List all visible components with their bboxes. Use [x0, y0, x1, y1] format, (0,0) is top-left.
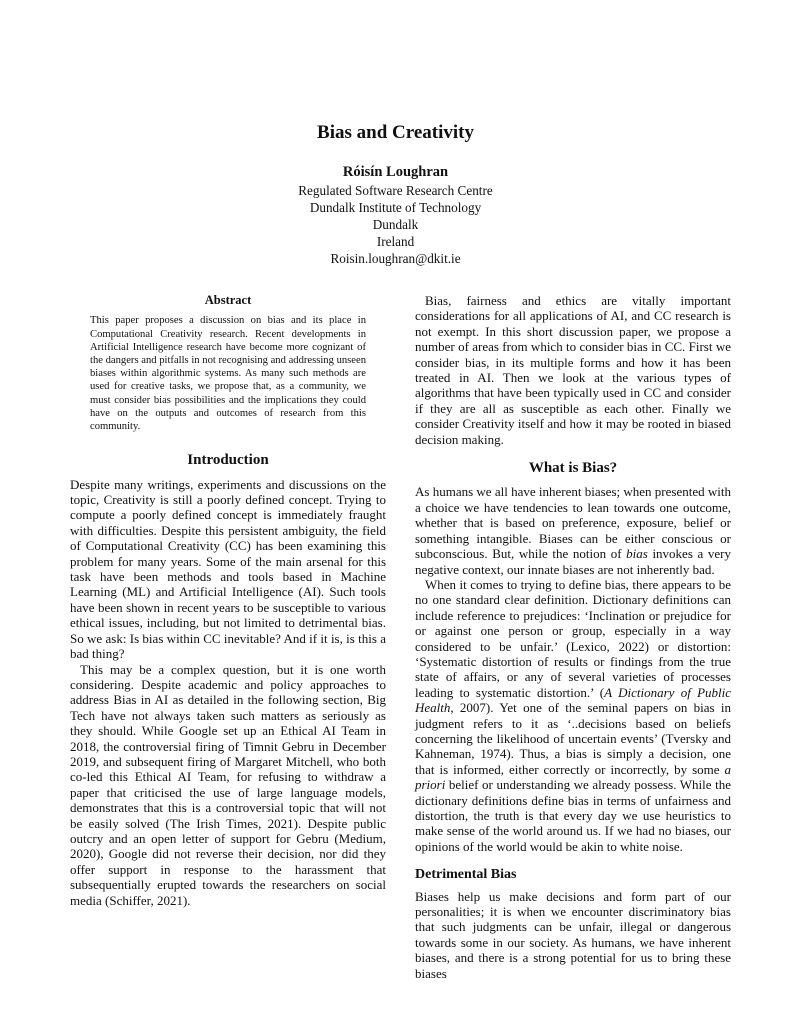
paragraph: This may be a complex question, but it is one worth considering. Despite academic and policy approaches to address Bias in AI as detailed in the following section, Big Tech have not always taken such matters as seriously as they should. While Google set up an Ethical AI Team in 2018, the controversial firing of Timnit Gebru in December 2019, and subsequent firing of Margaret Mitchell, who both co-led this Ethical AI Team, for refusing to withdraw a paper that criticised the use of large language models, demonstrates that this is a controversial topic that will not be easily solved (The Irish Times, 2021). Despite public outcry and an open letter of support for Gebru (Medium, 2020), Google did not reverse their decision, nor did they offer support in response to the harassment that subsequentially erupted towards the researchers on social media (Schiffer, 2021). — [70, 661, 386, 908]
introduction-heading: Introduction — [187, 452, 269, 469]
author-block — [0, 164, 791, 267]
paper-title: Bias and Creativity — [317, 122, 474, 143]
affiliation-line: Regulated Software Research Centre — [298, 183, 493, 198]
paragraph: Despite many writings, experiments and discussions on the topic, Creativity is still a poorly defined concept. Trying to compute a poorly defined concept is immediately fraught with difficulties. Despite this persistent ambiguity, the field of Computational Creativity (CC) has been examining this problem for many years. Some of the main arsenal for this task have been methods and tools based in Machine Learning (ML) and Artificial Intelligence (AI). Such tools have been shown in recent years to be susceptible to various ethical issues, including, but not limited to detrimental bias. So we ask: Is bias within CC inevitable? And if it is, is this a bad thing? — [70, 476, 386, 662]
affiliation-line: Dundalk Institute of Technology — [309, 200, 482, 215]
author-name: Róisín Loughran — [342, 164, 449, 180]
emphasis: A Dictionary of Public Health — [415, 684, 732, 716]
author-email: Roisin.loughran@dkit.ie — [330, 251, 461, 266]
paragraph — [415, 577, 731, 854]
detrimental-bias-heading: Detrimental Bias — [415, 867, 517, 883]
right-column — [415, 293, 731, 981]
affiliation-line: Ireland — [376, 234, 415, 249]
paragraph: Biases help us make decisions and form part of our personalities; it is when we encounter discriminatory bias that such judgments can be unfair, illegal or dangerous towards some in our society. As humans, we have inherent biases, and there is a strong potential for us to bring these biases — [415, 888, 731, 981]
emphasis: a priori — [415, 761, 731, 793]
abstract-text: This paper proposes a discussion on bias and its place in Computational Creativity research. Recent developments in Artificial Intelligence research have become more cognizant of the dangers and pitfalls in not recognising and addressing unseen biases within algorithmic systems. As many such methods are used for creative tasks, we propose that, as a community, we must consider bias possibilities and the implications they could have on the outputs and outcomes of research from this community. — [90, 315, 366, 433]
text-span: When it comes to trying to define bias, there appears to be no one standard clear definition. Dictionary definitions can include reference to prejudices: ‘Inclination or prejudice for or against one person or group, especially in a way considered to be unfair.’ (Lexico, 2022) or distortion: ‘Systematic distortion of results or findings from the true state of affairs, or any of several varieties of processes leading to systematic distortion.’ ( — [415, 576, 731, 700]
paragraph — [415, 484, 731, 576]
paragraph: Bias, fairness and ethics are vitally important considerations for all applications of AI, and CC research is not exempt. In this short discussion paper, we propose a number of areas from which to consider bias in CC. First we consider bias, in its multiple forms and how it has been treated in AI. Then we look at the various types of algorithms that have been typically used in CC and consider if they are all as susceptible as each other. Finally we consider Creativity itself and how it may be rooted in biased decision making. — [415, 293, 731, 447]
text-span: As humans we all have inherent biases; when presented with a choice we have tendencies to lean towards one outcome, whether that is based on preference, exposure, belief or something intangible. Biases can be either conscious or subconscious. But, while the notion of — [415, 484, 731, 562]
abstract-heading: Abstract — [204, 293, 252, 307]
what-is-bias-heading: What is Bias? — [528, 460, 618, 477]
affiliation-line: Dundalk — [372, 217, 419, 232]
emphasis: bias — [626, 546, 648, 562]
text-span: , 2007). Yet one of the seminal papers on bias in judgment refers to it as ‘..decisions based on beliefs concerning the likelihood of uncertain events’ (Tversky and Kahneman, 1974). Thus, a bias is simply a decision, one that is informed, either correctly or incorrectly, by some — [415, 700, 731, 777]
text-span: belief or understanding we already possess. While the dictionary definitions define bias in terms of unfairness and distortion, the truth is that every day we use heuristics to make sense of the world around us. If we had no biases, our opinions of the world would be akin to white noise. — [415, 777, 731, 854]
text-span: invokes a very negative context, our innate biases are not inherently bad. — [415, 546, 731, 577]
left-column — [70, 293, 386, 908]
